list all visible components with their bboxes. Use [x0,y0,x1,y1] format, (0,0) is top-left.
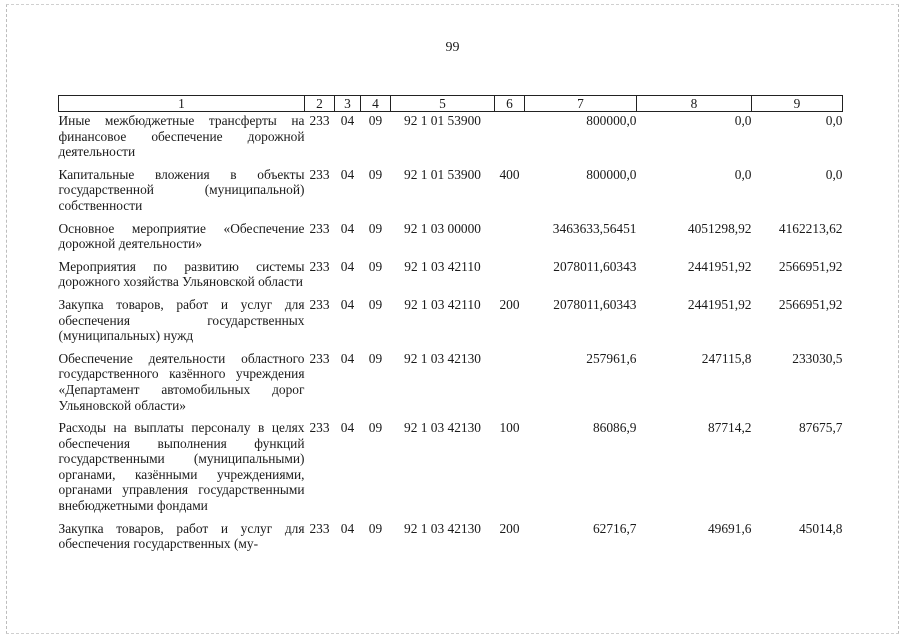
section-code: 04 [340,220,355,236]
amount-col-7: 2078011,60343 [553,258,637,274]
row-name-cell [59,520,305,558]
row-name: Мероприятия по развитию системы дорожного хозяйства Ульяновской области [58,258,305,290]
row-name-cell [59,296,305,350]
target-article-code: 92 1 01 53900 [404,113,481,128]
target-article-code: 92 1 03 42130 [404,350,481,366]
ministry-code: 233 [309,520,330,536]
ministry-code: 233 [309,220,330,236]
amount-col-9: 233030,5 [792,350,843,366]
amount-col-9: 4162213,62 [778,220,843,236]
amount-col-9: 0,0 [825,113,843,128]
section-code: 04 [340,166,355,182]
table-row [59,419,843,520]
subsection-code: 09 [368,296,383,312]
budget-table [58,95,843,558]
amount-col-9: 2566951,92 [778,296,843,312]
table-row [59,520,843,558]
table-row [59,166,843,220]
amount-col-9: 87675,7 [798,420,843,436]
target-article-code: 92 1 03 42130 [404,420,481,436]
subsection-code: 09 [368,258,383,274]
target-article-code: 92 1 03 42110 [404,296,481,312]
row-name: Основное мероприятие «Обеспечение дорожной деятельности» [58,220,305,252]
ministry-code: 233 [309,166,330,182]
table-row [59,296,843,350]
table-row [59,350,843,419]
row-name: Капитальные вложения в объекты государственной (муниципальной) собственности [58,166,305,213]
target-article-code: 92 1 01 53900 [404,166,481,182]
amount-col-7: 62716,7 [592,520,637,536]
row-name-cell [59,258,305,296]
row-name: Обеспечение деятельности областного государственного казённого учреждения «Департамент автомобильных дорог Ульяновской области» [58,350,305,413]
table-row [59,258,843,296]
expense-type-code [495,112,525,166]
header-cell: 3 [335,96,361,112]
amount-col-8: 2441951,92 [687,258,752,274]
row-name-cell [59,166,305,220]
ministry-code: 233 [309,258,330,274]
table-row [59,112,843,166]
row-name-cell [59,350,305,419]
row-name: Расходы на выплаты персоналу в целях обеспечения выполнения функций государственными (муниципальными) органами, казёнными учреждениями, органами управления государственными внебюджетными фондами [58,420,305,514]
subsection-code: 09 [368,166,383,182]
subsection-code: 09 [368,350,383,366]
ministry-code: 233 [309,113,330,128]
row-name: Закупка товаров, работ и услуг для обеспечения государственных (му- [58,520,305,552]
header-cell: 7 [525,96,637,112]
amount-col-9: 0,0 [825,166,843,182]
header-row [59,96,843,112]
row-name-cell [59,112,305,166]
amount-col-8: 87714,2 [707,420,752,436]
header-cell: 2 [305,96,335,112]
section-code: 04 [340,350,355,366]
row-name: Иные межбюджетные трансферты на финансовое обеспечение дорожной деятельности [58,113,305,160]
section-code: 04 [340,520,355,536]
ministry-code: 233 [309,420,330,436]
amount-col-7: 257961,6 [586,350,637,366]
row-name: Закупка товаров, работ и услуг для обеспечения государственных (муниципальных) нужд [58,296,305,344]
amount-col-8: 4051298,92 [687,220,752,236]
ministry-code: 233 [309,350,330,366]
row-name-cell [59,220,305,258]
amount-col-7: 800000,0 [586,166,637,182]
expense-type-code: 400 [499,166,520,182]
subsection-code: 09 [368,220,383,236]
section-code: 04 [340,258,355,274]
header-cell: 5 [391,96,495,112]
amount-col-8: 49691,6 [707,520,752,536]
amount-col-7: 2078011,60343 [553,296,637,312]
target-article-code: 92 1 03 00000 [404,220,481,236]
subsection-code: 09 [368,113,383,128]
amount-col-8: 2441951,92 [687,296,752,312]
target-article-code: 92 1 03 42130 [404,520,481,536]
row-name-cell [59,419,305,520]
amount-col-8: 0,0 [734,166,752,182]
header-cell: 6 [495,96,525,112]
section-code: 04 [340,113,355,128]
expense-type-code: 200 [499,520,520,536]
section-code: 04 [340,296,355,312]
page-number: 99 [445,40,460,55]
header-cell: 8 [637,96,752,112]
subsection-code: 09 [368,420,383,436]
ministry-code: 233 [309,296,330,312]
header-cell: 4 [361,96,391,112]
header-cell: 1 [59,96,305,112]
expense-type-code: 200 [499,296,520,312]
amount-col-7: 800000,0 [586,113,637,128]
expense-type-code [495,220,525,258]
amount-col-7: 3463633,56451 [552,220,637,236]
amount-col-9: 2566951,92 [778,258,843,274]
subsection-code: 09 [368,520,383,536]
amount-col-8: 0,0 [734,113,752,128]
section-code: 04 [340,420,355,436]
table-row [59,220,843,258]
header-cell: 9 [752,96,843,112]
expense-type-code [495,350,525,419]
expense-type-code: 100 [499,420,520,436]
amount-col-9: 45014,8 [798,520,843,536]
amount-col-8: 247115,8 [701,350,752,366]
amount-col-7: 86086,9 [592,420,637,436]
target-article-code: 92 1 03 42110 [404,258,481,274]
expense-type-code [495,258,525,296]
